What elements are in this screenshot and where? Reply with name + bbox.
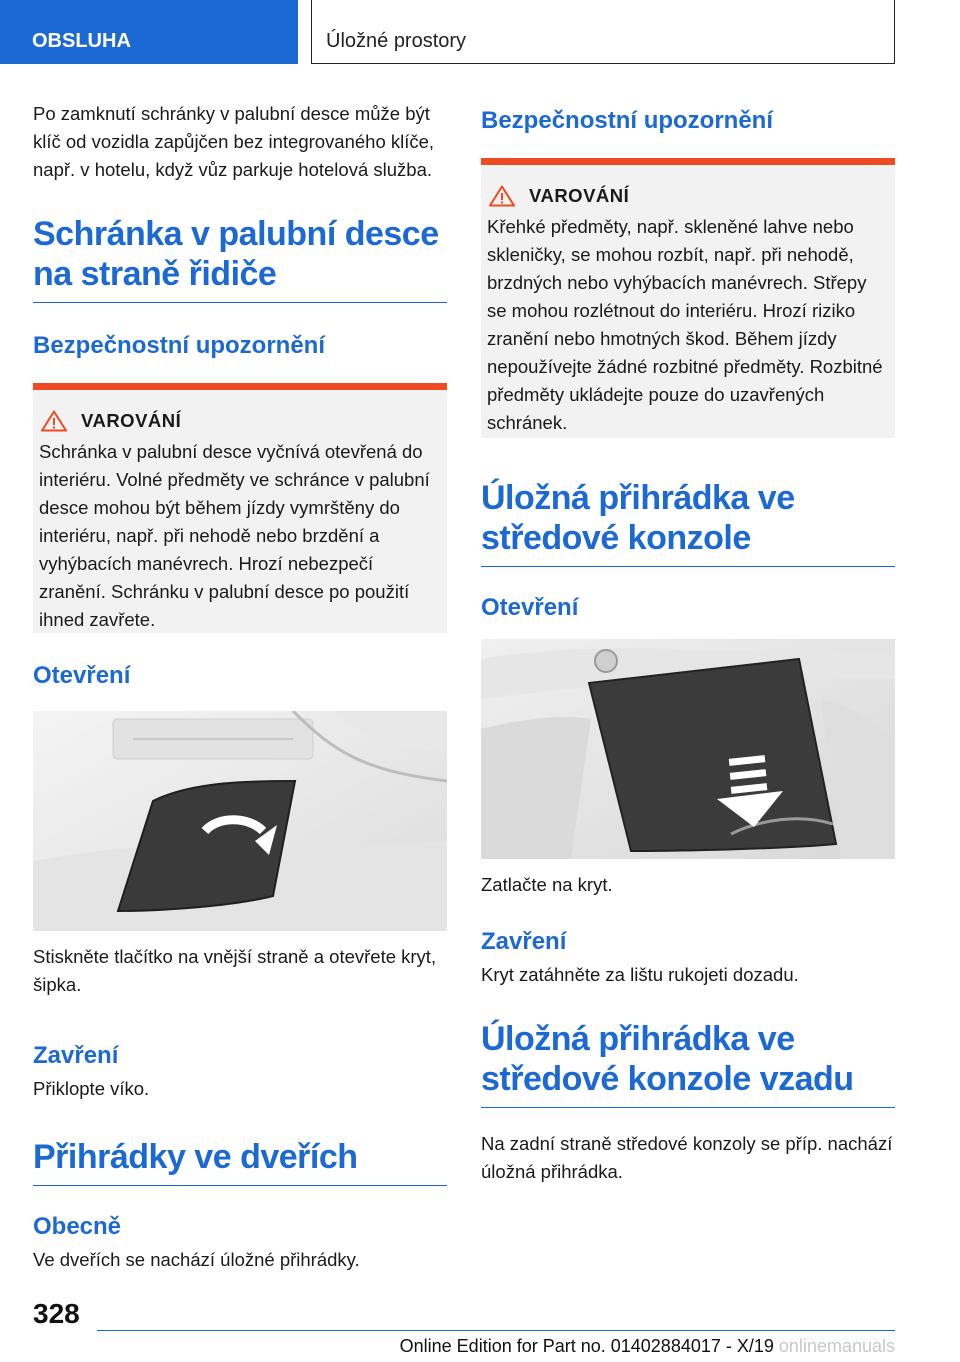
general-text: Ve dveřích se nachází úložné přihrádky. <box>33 1249 360 1270</box>
center-console-illustration <box>481 639 895 859</box>
section-tab: OBSLUHA <box>0 0 298 64</box>
open-heading: Otevření <box>33 662 131 689</box>
page-number: 328 <box>33 1298 80 1329</box>
intro-paragraph: Po zamknutí schránky v palubní desce může být klíč od vozidla zapůjčen bez integrovaného klíče, např. v hotelu, když vůz parkuje hotelová služba. <box>33 103 435 180</box>
warning-header <box>39 410 439 432</box>
close-heading-right: Zavření <box>481 928 567 955</box>
safety-heading: Bezpečnostní upozornění <box>33 332 326 359</box>
warning-triangle-icon <box>41 410 67 432</box>
safety-heading-right: Bezpečnostní upozornění <box>481 107 774 134</box>
heading-rear-console: Úložná přihrádka ve středové konzole vzadu <box>481 1019 895 1108</box>
watermark: onlinemanuals <box>778 1336 895 1356</box>
footer-edition <box>298 1336 895 1357</box>
footer-divider <box>97 1330 895 1331</box>
left-column <box>33 100 447 1274</box>
heading-glovebox-driver: Schránka v palubní desce na straně řidiče <box>33 214 447 303</box>
warning-title: VAROVÁNÍ <box>81 410 182 431</box>
glovebox-open-illustration <box>33 711 447 931</box>
warning-text-right: Křehké předměty, např. skleněné lahve nebo skleničky, se mohou rozbít, např. při nehodě, brzdných nebo vyhýbacích manévrech. Střepy se mohou rozlétnout do interiéru. Hrozí riziko zranění nebo hmotných škod. Během jízdy nepoužívejte žádné rozbitné předměty. Rozbitné předměty ukládejte pouze do uzavřených schránek. <box>487 216 883 433</box>
heading-center-console: Úložná přihrádka ve středové konzole <box>481 478 895 567</box>
warning-box <box>33 383 447 633</box>
warning-text: Schránka v palubní desce vyčnívá otevřená do interiéru. Volné předměty ve schránce v palubní desce mohou být během jízdy vymrštěny do interiéru, např. při nehodě nebo brzdění a vyhýbacích manévrech. Hrozí nebezpečí zranění. Schránku v palubní desce po použití ihned zavřete. <box>39 441 430 630</box>
edition-text: Online Edition for Part no. 01402884017 - X/19 <box>399 1336 774 1356</box>
close-heading: Zavření <box>33 1042 119 1069</box>
right-column <box>481 100 895 1186</box>
page-header-title: Úložné prostory <box>311 0 895 64</box>
open-heading-right: Otevření <box>481 594 579 621</box>
warning-box-right <box>481 158 895 438</box>
open-instruction: Stiskněte tlačítko na vnější straně a otevřete kryt, šipka. <box>33 946 437 995</box>
close-instruction: Přiklopte víko. <box>33 1078 150 1099</box>
rear-console-text: Na zadní straně středové konzoly se příp. nachází úložná přihrádka. <box>481 1133 893 1182</box>
close-instruction-right: Kryt zatáhněte za lištu rukojeti dozadu. <box>481 964 799 985</box>
warning-triangle-icon <box>489 185 515 207</box>
general-heading: Obecně <box>33 1213 122 1240</box>
open-instruction-right: Zatlačte na kryt. <box>481 874 613 895</box>
warning-title-right: VAROVÁNÍ <box>529 185 630 206</box>
heading-door-pockets: Přihrádky ve dveřích <box>33 1137 447 1186</box>
warning-header-right <box>487 185 887 207</box>
